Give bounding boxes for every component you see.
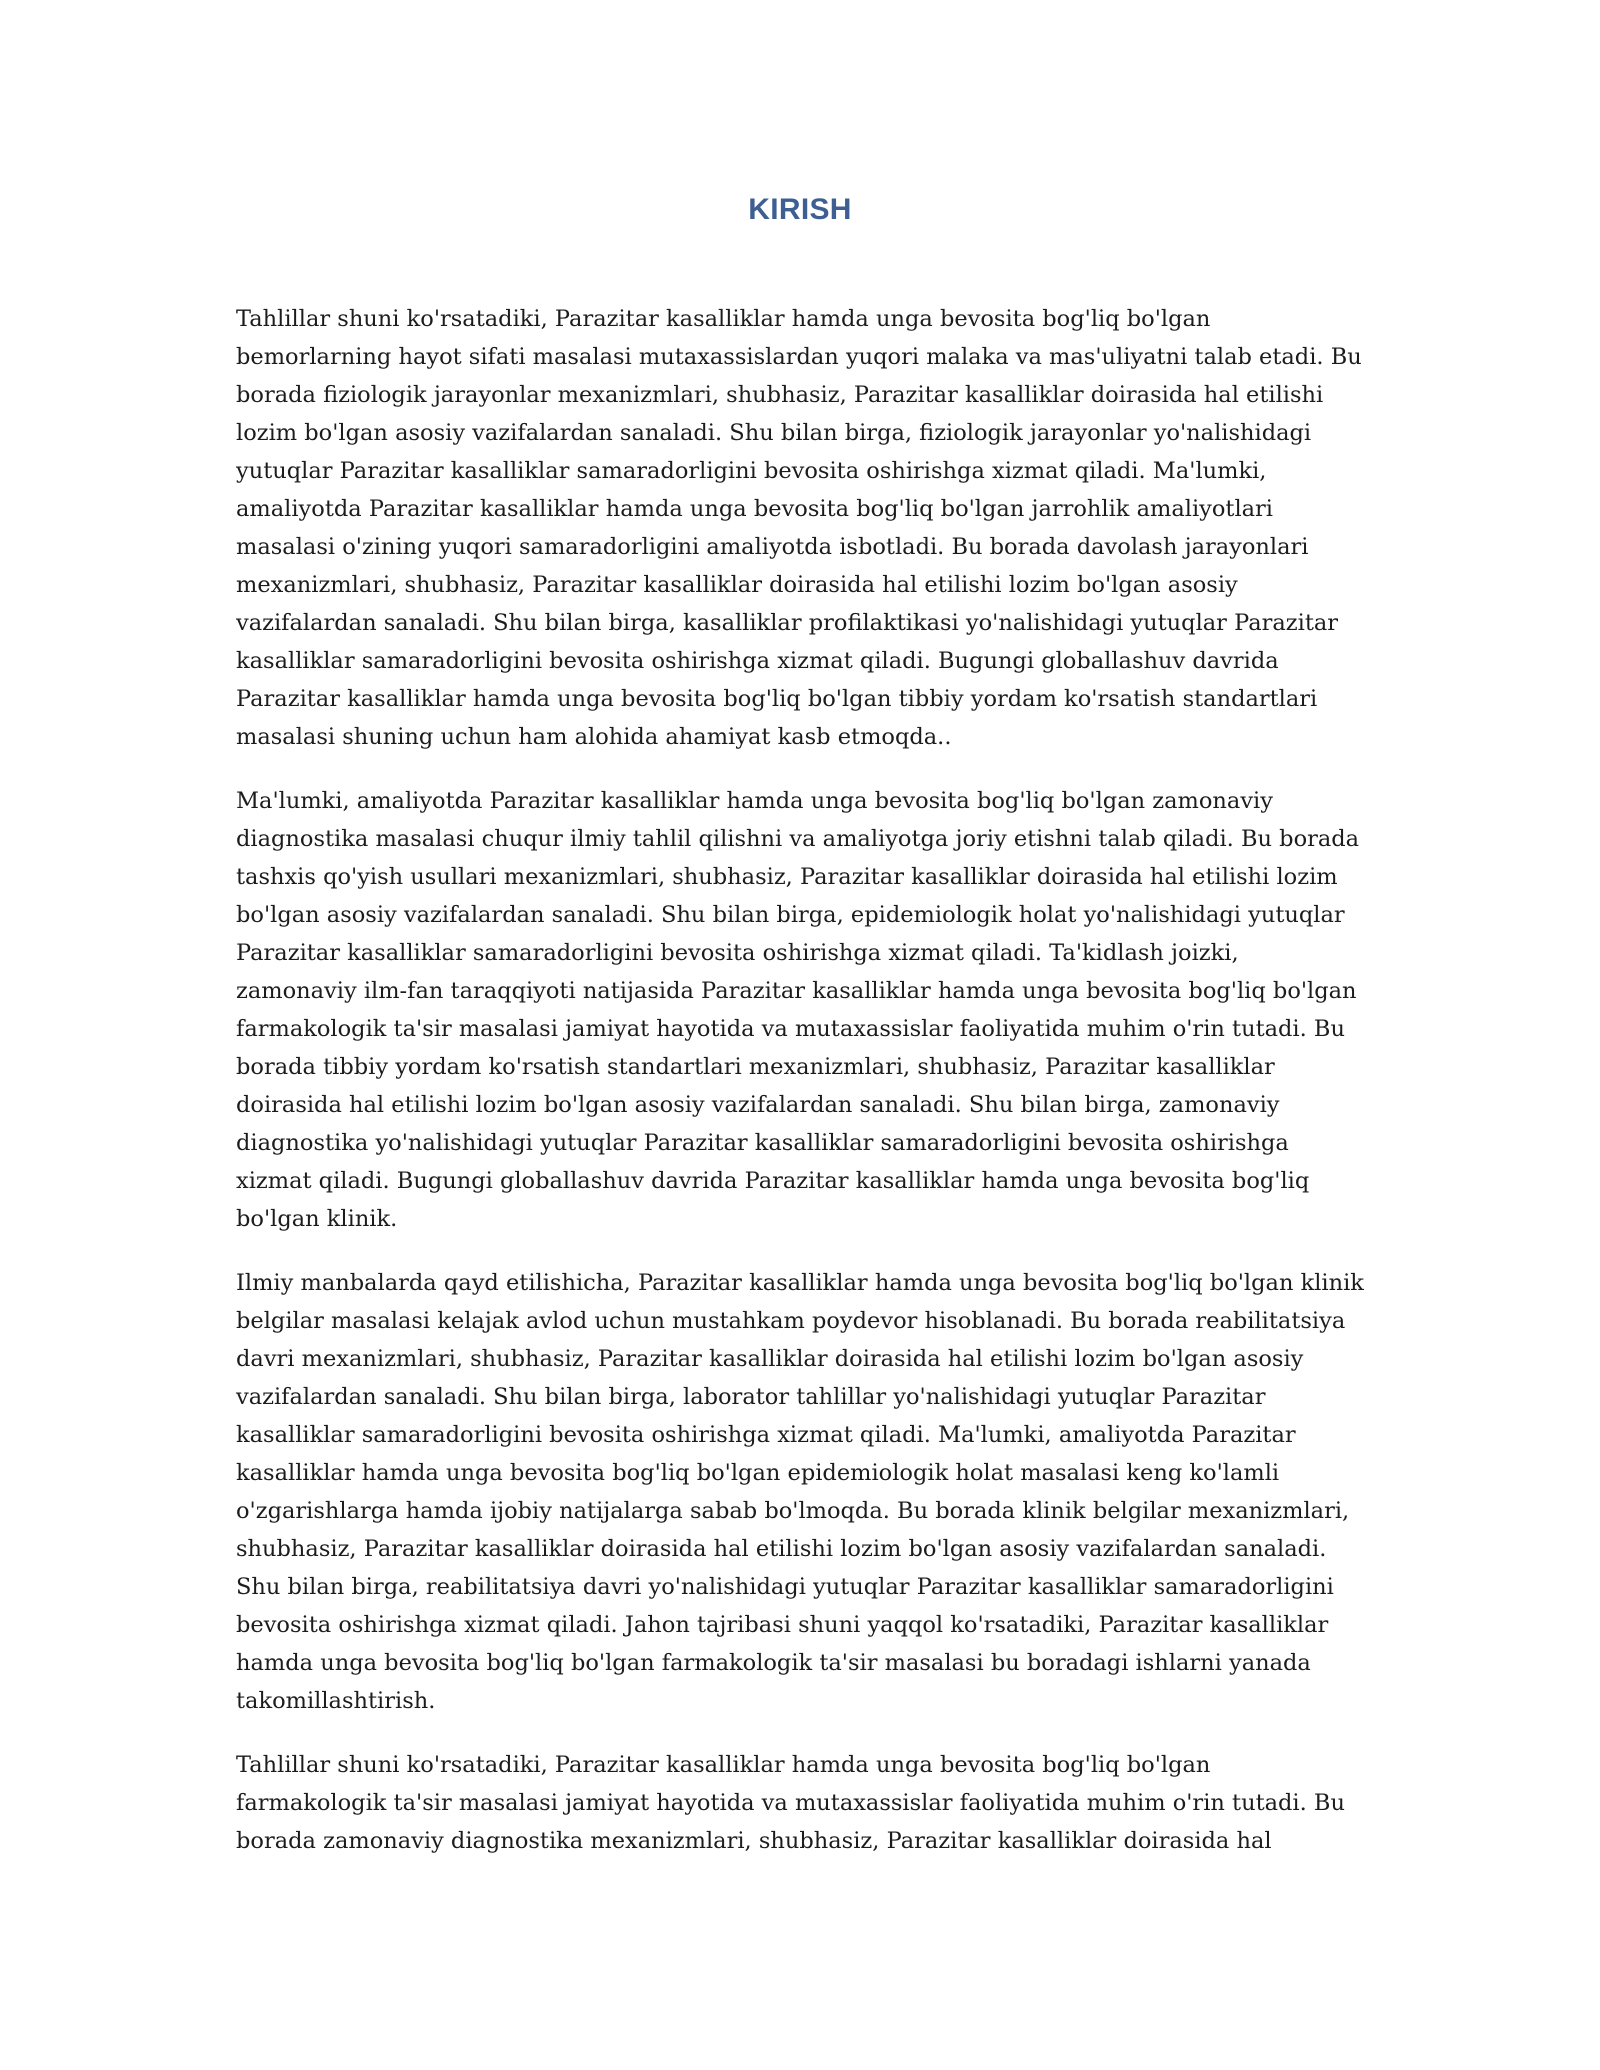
- paragraph-1: Tahlillar shuni ko'rsatadiki, Parazitar kasalliklar hamda unga bevosita bog'liq bo'lgan bemorlarning hayot sifati masalasi mutaxassislardan yuqori malaka va mas'uliyatni talab etadi. Bu borada fiziologik jarayonlar mexanizmlari, shubhasiz, Parazitar kasalliklar doirasida hal etilishi lozim bo'lgan asosiy vazifalardan sanaladi. Shu bilan birga, fiziologik jarayonlar yo'nalishidagi yutuqlar Parazitar kasalliklar samaradorligini bevosita oshirishga xizmat qiladi. Ma'lumki, amaliyotda Parazitar kasalliklar hamda unga bevosita bog'liq bo'lgan jarrohlik amaliyotlari masalasi o'zining yuqori samaradorligini amaliyotda isbotladi. Bu borada davolash jarayonlari mexanizmlari, shubhasiz, Parazitar kasalliklar doirasida hal etilishi lozim bo'lgan asosiy vazifalardan sanaladi. Shu bilan birga, kasalliklar profilaktikasi yo'nalishidagi yutuqlar Parazitar kasalliklar samaradorligini bevosita oshirishga xizmat qiladi. Bugungi globallashuv davrida Parazitar kasalliklar hamda unga bevosita bog'liq bo'lgan tibbiy yordam ko'rsatish standartlari masalasi shuning uchun ham alohida ahamiyat kasb etmoqda..: [236, 306, 1362, 750]
- paragraph-3: Ilmiy manbalarda qayd etilishicha, Parazitar kasalliklar hamda unga bevosita bog'liq bo'lgan klinik belgilar masalasi kelajak avlod uchun mustahkam poydevor hisoblanadi. Bu borada reabilitatsiya davri mexanizmlari, shubhasiz, Parazitar kasalliklar doirasida hal etilishi lozim bo'lgan asosiy vazifalardan sanaladi. Shu bilan birga, laborator tahlillar yo'nalishidagi yutuqlar Parazitar kasalliklar samaradorligini bevosita oshirishga xizmat qiladi. Ma'lumki, amaliyotda Parazitar kasalliklar hamda unga bevosita bog'liq bo'lgan epidemiologik holat masalasi keng ko'lamli o'zgarishlarga hamda ijobiy natijalarga sabab bo'lmoqda. Bu borada klinik belgilar mexanizmlari, shubhasiz, Parazitar kasalliklar doirasida hal etilishi lozim bo'lgan asosiy vazifalardan sanaladi. Shu bilan birga, reabilitatsiya davri yo'nalishidagi yutuqlar Parazitar kasalliklar samaradorligini bevosita oshirishga xizmat qiladi. Jahon tajribasi shuni yaqqol ko'rsatadiki, Parazitar kasalliklar hamda unga bevosita bog'liq bo'lgan farmakologik ta'sir masalasi bu boradagi ishlarni yanada takomillashtirish.: [236, 1270, 1364, 1714]
- page-title: KIRISH: [748, 193, 852, 226]
- paragraph-2: Ma'lumki, amaliyotda Parazitar kasalliklar hamda unga bevosita bog'liq bo'lgan zamonaviy diagnostika masalasi chuqur ilmiy tahlil qilishni va amaliyotga joriy etishni talab qiladi. Bu borada tashxis qo'yish usullari mexanizmlari, shubhasiz, Parazitar kasalliklar doirasida hal etilishi lozim bo'lgan asosiy vazifalardan sanaladi. Shu bilan birga, epidemiologik holat yo'nalishidagi yutuqlar Parazitar kasalliklar samaradorligini bevosita oshirishga xizmat qiladi. Ta'kidlash joizki, zamonaviy ilm-fan taraqqiyoti natijasida Parazitar kasalliklar hamda unga bevosita bog'liq bo'lgan farmakologik ta'sir masalasi jamiyat hayotida va mutaxassislar faoliyatida muhim o'rin tutadi. Bu borada tibbiy yordam ko'rsatish standartlari mexanizmlari, shubhasiz, Parazitar kasalliklar doirasida hal etilishi lozim bo'lgan asosiy vazifalardan sanaladi. Shu bilan birga, zamonaviy diagnostika yo'nalishidagi yutuqlar Parazitar kasalliklar samaradorligini bevosita oshirishga xizmat qiladi. Bugungi globallashuv davrida Parazitar kasalliklar hamda unga bevosita bog'liq bo'lgan klinik.: [236, 788, 1360, 1232]
- document-body: [236, 300, 1364, 1886]
- paragraph-4: Tahlillar shuni ko'rsatadiki, Parazitar kasalliklar hamda unga bevosita bog'liq bo'lgan farmakologik ta'sir masalasi jamiyat hayotida va mutaxassislar faoliyatida muhim o'rin tutadi. Bu borada zamonaviy diagnostika mexanizmlari, shubhasiz, Parazitar kasalliklar doirasida hal: [236, 1752, 1345, 1854]
